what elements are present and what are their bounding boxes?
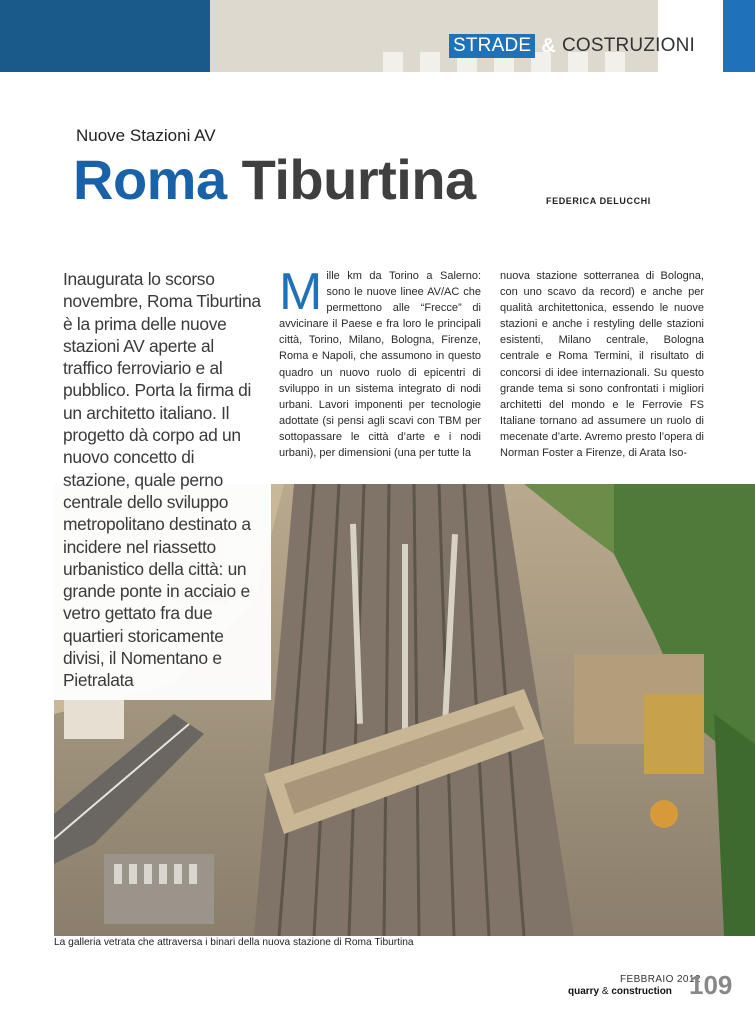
section-tag: STRADE: [449, 34, 535, 58]
publication-ampersand: &: [601, 986, 609, 997]
photo-caption: La galleria vetrata che attraversa i binari della nuova stazione di Roma Tiburtina: [54, 937, 414, 948]
section-ampersand: &: [541, 34, 556, 57]
publication-name: [568, 986, 672, 997]
section-name: COSTRUZIONI: [561, 35, 696, 56]
body-column-2: [500, 268, 704, 461]
header-edge-strip: [723, 0, 755, 72]
article-author: FEDERICA DELUCCHI: [546, 196, 651, 206]
article-standfirst: [54, 262, 271, 700]
body-column-1: [279, 263, 481, 461]
body-text-1: ille km da Torino a Salerno: sono le nuove linee AV/AC che permettono alle “Frecce” di avvicinare il Paese e fra loro le principali città, Torino, Milano, Bologna, Firenze, Roma e Napoli, che assumono in questo quadro un nuovo ruolo di epicentri di sviluppo in un sistema integrato di nodi urbani. Lavori imponenti per tecnologie adottate (si pensi agli scavi con TBM per sottopassare le città d’arte e i nodi urbani), per dimensioni (una per tutte la: [279, 270, 481, 460]
article-kicker: Nuove Stazioni AV: [76, 126, 216, 145]
publication-name-part1: quarry: [568, 986, 600, 997]
header-blue-band: [0, 0, 210, 72]
page-number: 109: [689, 970, 733, 1000]
drop-cap: M: [279, 263, 323, 321]
article-title: [73, 148, 476, 211]
body-text-2: nuova stazione sotterranea di Bologna, con uno scavo da record) e anche per qualità architettonica, essendo le nuove stazioni e anche i restyling delle stazioni esistenti, Milano centrale, Bologna centrale e Roma Termini, il risultato di concorsi di idee internazionali. Su questo grande tema si sono confrontati i migliori architetti del mondo e le Ferrovie FS Italiane tornano ad assumere un ruolo di mecenate d’arte. Avremo presto l’opera di Norman Foster a Firenze, di Arata Iso-: [500, 270, 704, 460]
issue-date: FEBBRAIO 2012: [620, 974, 701, 985]
standfirst-text: Inaugurata lo scorso novembre, Roma Tiburtina è la prima delle nuove stazioni AV aperte al traffico ferroviario e al pubblico. Porta la firma di un architetto italiano. Il progetto dà corpo ad un nuovo concetto di stazione, quale perno centrale dello sviluppo metropolitano destinato a incidere nel riassetto urbanistico della città: un grande ponte in acciaio e vetro gettato fra due quartieri storicamente divisi, il Nomentano e Pietralata: [63, 269, 261, 691]
publication-name-part2: construction: [611, 986, 672, 997]
title-part-roma: Roma: [73, 148, 227, 211]
section-label: [449, 34, 695, 58]
title-part-tiburtina: Tiburtina: [241, 148, 476, 211]
